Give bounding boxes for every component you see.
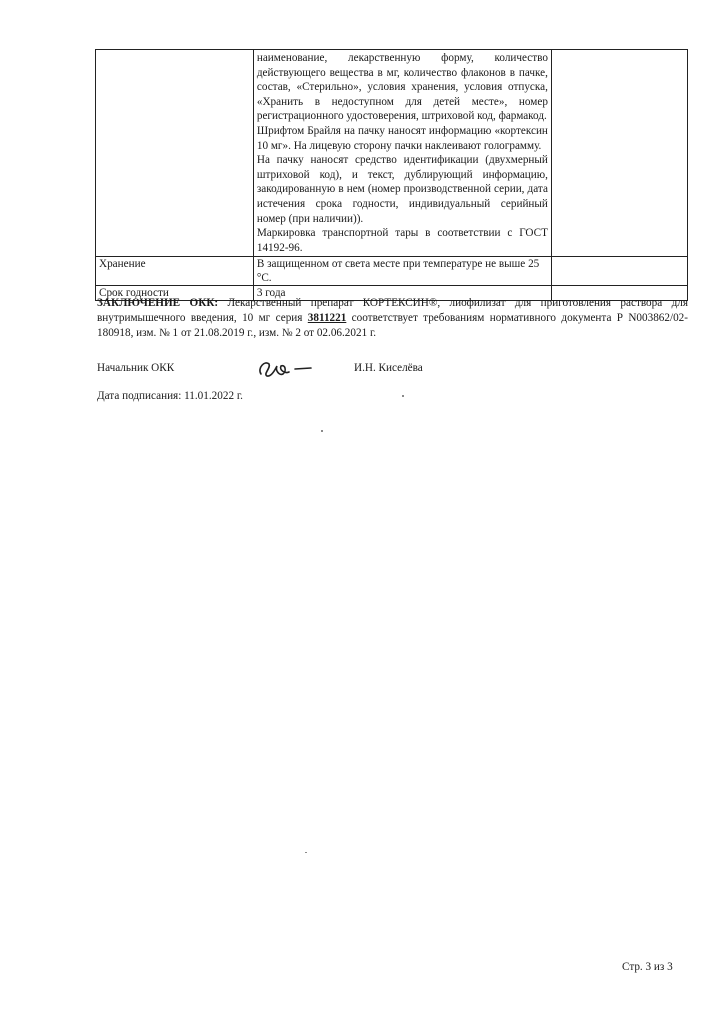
specification-table [95, 49, 688, 301]
table-cell-empty [96, 50, 254, 257]
scan-speck [402, 395, 404, 397]
table-row-value: 3 года [253, 286, 551, 301]
table-row-storage [96, 257, 688, 286]
marking-paragraph: На пачку наносят средство идентификации (двухмерный штриховой код), и текст, дублирующий информацию, закодированную в нем (номер производственной серии, дата истечения срока годности, индивидуальный серийный номер (при наличии)). [256, 154, 548, 225]
table-cell-empty [551, 257, 687, 286]
conclusion-text: соответствует требованиям нормативного документа Р N003862/02-180918, изм. № 1 от 21.08.2019 г., изм. № 2 от 02.06.2021 г. [97, 312, 688, 339]
handwritten-signature [255, 352, 315, 382]
scan-speck [305, 852, 307, 853]
signer-position: Начальник ОКК [97, 362, 175, 374]
marking-paragraph: Маркировка транспортной тары в соответствии с ГОСТ 14192-96. [256, 227, 548, 254]
table-cell-empty [551, 50, 687, 257]
marking-paragraph: Шрифтом Брайля на пачку наносят информацию «кортексин 10 мг». На лицевую сторону пачки наклеивают голограмму. [256, 124, 548, 152]
signing-date: Дата подписания: 11.01.2022 г. [97, 390, 243, 402]
table-row-value: В защищенном от света месте при температуре не выше 25 °С. [253, 257, 551, 286]
scan-speck [321, 430, 323, 432]
batch-number: 3811221 [307, 312, 347, 324]
signer-name: И.Н. Киселёва [354, 362, 423, 374]
qc-conclusion [97, 296, 688, 341]
conclusion-text: Лекарственный препарат КОРТЕКСИН®, лиофилизат для приготовления раствора для внутримышечного введения, 10 мг серия [97, 297, 688, 324]
marking-paragraph: наименование, лекарственную форму, количество действующего вещества в мг, количество флаконов в пачке, состав, «Стерильно», условия хранения, условия отпуска, «Хранить в недоступном для детей месте», номер регистрационного удостоверения, штриховой код, фармакод. [256, 52, 548, 123]
marking-description-cell [253, 50, 551, 257]
conclusion-heading: ЗАКЛЮЧЕНИЕ ОКК: [97, 297, 219, 309]
table-row-label: Хранение [96, 257, 254, 286]
table-row-marking-continuation [96, 50, 688, 257]
table-row-label: Срок годности [96, 286, 254, 301]
page-number: Стр. 3 из 3 [622, 961, 673, 973]
